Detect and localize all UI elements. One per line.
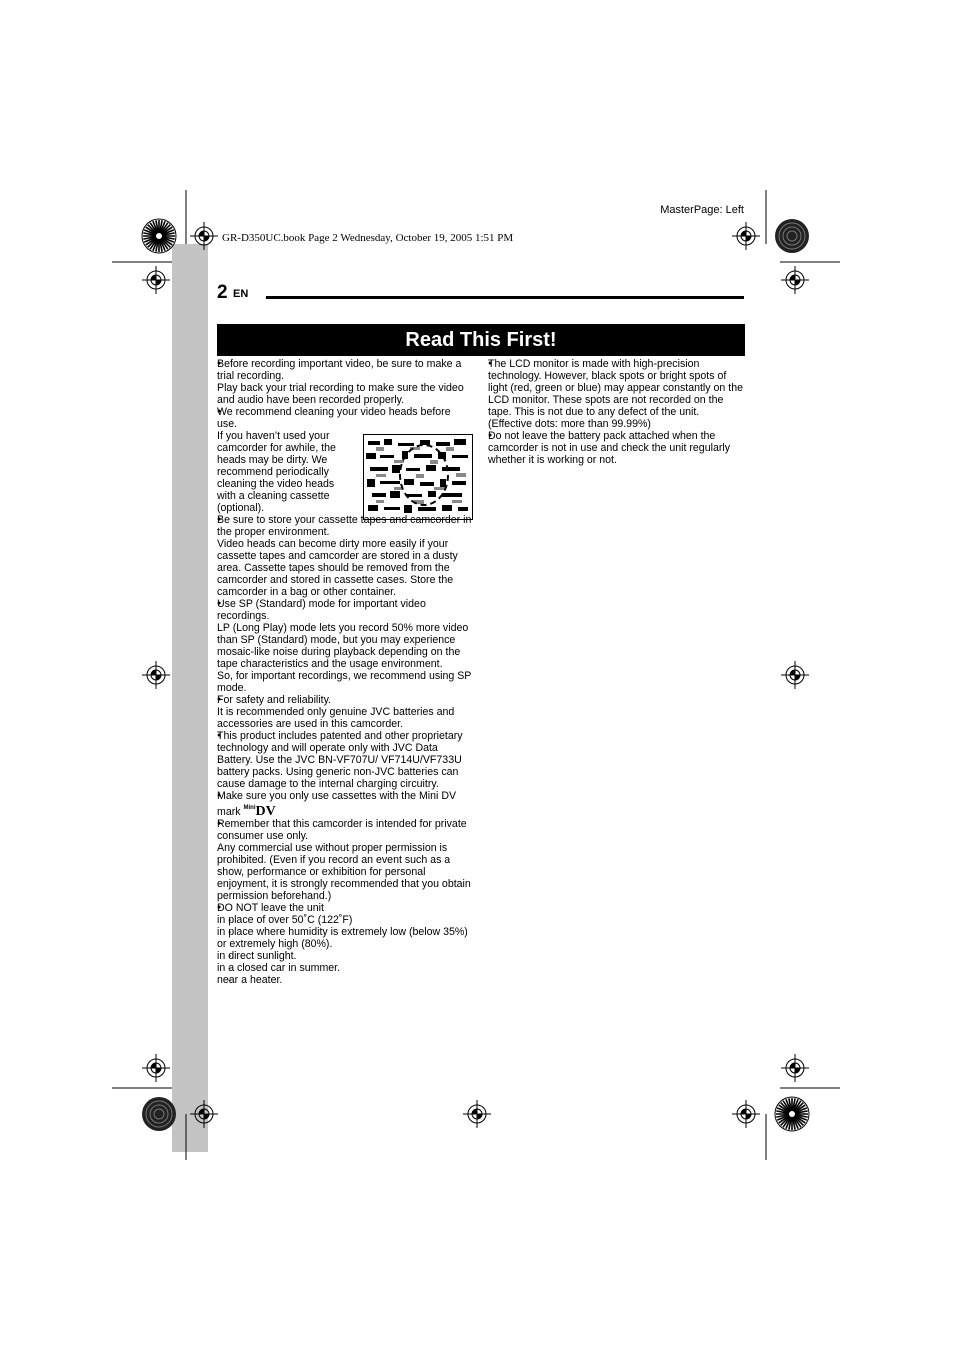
list-item: ● Before recording important video, be sure to make a trial recording. bbox=[217, 358, 473, 382]
page-title: Read This First! bbox=[217, 324, 745, 356]
list-item-detail: Video heads can become dirty more easily if your cassette tapes and camcorder are stored in a dusty area. Cassette tapes should be removed from the camcorder and stored in cassette cases. Store the camcorder in a bag or other container. bbox=[217, 538, 458, 598]
sub-item: - in a closed car in summer. bbox=[217, 962, 473, 974]
list-item: ● The LCD monitor is made with high-precision technology. However, black spots or bright spots of light (red, green or blue) may appear constantly on the LCD monitor. These spots are not recorded on the tape. This is not due to any defect of the unit. (Effective dots: more than 99.99%) bbox=[488, 358, 744, 430]
list-item-detail: It is recommended only genuine JVC batteries and accessories are used in this camcorder. bbox=[217, 706, 455, 730]
sub-item: - in place of over 50˚C (122˚F) bbox=[217, 914, 473, 926]
list-item: ● For safety and reliability. bbox=[217, 694, 473, 706]
list-item: ● Use SP (Standard) mode for important video recordings. bbox=[217, 598, 473, 622]
list-item bbox=[217, 790, 473, 818]
list-item-detail: So, for important recordings, we recommend using SP mode. bbox=[217, 670, 472, 694]
sub-item: - near a heater. bbox=[217, 974, 473, 986]
book-info-line: GR-D350UC.book Page 2 Wednesday, October 19, 2005 1:51 PM bbox=[222, 232, 514, 244]
list-item: ● This product includes patented and other proprietary technology and will operate only with JVC Data Battery. Use the JVC BN-VF707U/ VF714U/VF733U battery packs. Using generic non-JVC batteries can cause damage to the internal charging circuitry. bbox=[217, 730, 473, 790]
sub-item: - in direct sunlight. bbox=[217, 950, 473, 962]
list-item-detail: LP (Long Play) mode lets you record 50% more video than SP (Standard) mode, but you may experience mosaic-like noise during playback depending on the tape characteristics and the usage environment. bbox=[217, 622, 469, 670]
list-item-detail: Play back your trial recording to make sure the video and audio have been recorded properly. bbox=[217, 382, 464, 406]
list-item: ● We recommend cleaning your video heads before use. bbox=[217, 406, 473, 430]
header-rule bbox=[266, 296, 744, 299]
language-code: EN bbox=[233, 288, 249, 300]
list-item-text: Make sure you only use cassettes with the Mini DV mark bbox=[217, 790, 457, 818]
list-item: ● Remember that this camcorder is intended for private consumer use only. bbox=[217, 818, 473, 842]
list-item-text: Be sure to store your cassette tapes and camcorder in the proper environment. bbox=[217, 514, 472, 538]
list-item: ● DO NOT leave the unit bbox=[217, 902, 473, 914]
master-page-label: MasterPage: Left bbox=[660, 204, 744, 216]
list-item bbox=[217, 514, 473, 538]
left-column bbox=[217, 358, 473, 986]
list-item-detail: If you haven’t used your camcorder for awhile, the heads may be dirty. We recommend periodically cleaning the video heads with a cleaning cassette (optional). bbox=[217, 430, 336, 514]
list-item: ● Do not leave the battery pack attached when the camcorder is not in use and check the unit regularly whether it is working or not. bbox=[488, 430, 744, 466]
mini-dv-logo: $^{Mini}$DV bbox=[243, 804, 276, 819]
list-item-detail: Any commercial use without proper permission is prohibited. (Even if you record an event such as a show, performance or exhibition for personal enjoyment, it is strongly recommended that you obtain permission beforehand.) bbox=[217, 842, 471, 902]
right-column bbox=[488, 358, 744, 466]
sub-item: - in place where humidity is extremely low (below 35%) or extremely high (80%). bbox=[217, 926, 473, 950]
page-number: 2 bbox=[217, 282, 228, 303]
